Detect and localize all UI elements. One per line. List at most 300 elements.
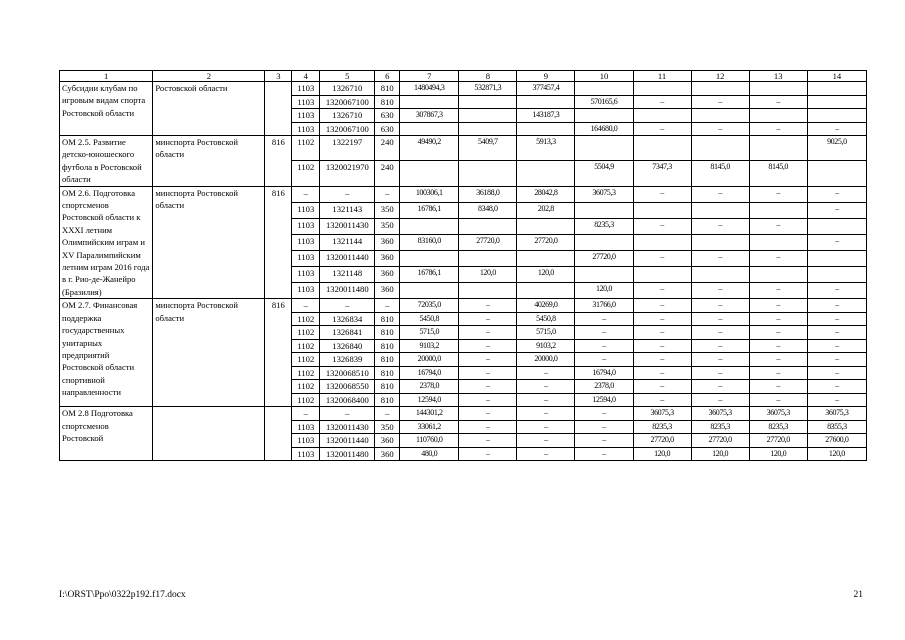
column-number-4: 4 <box>292 71 320 82</box>
rzpr-code: – <box>292 186 320 202</box>
csr-code: 1326840 <box>320 339 375 353</box>
year-2015: – <box>517 420 575 434</box>
measure-name: ОМ 2.8 Подготовка спортсменов Ростовской <box>60 407 153 461</box>
column-number-1: 1 <box>60 71 153 82</box>
year-2018: – <box>691 122 749 136</box>
year-2018: 120,0 <box>691 447 749 461</box>
measure-name: ОМ 2.7. Финансовая поддержка государственных унитарных предприятий Ростовской области спортивной направленности <box>60 299 153 407</box>
year-2020: – <box>807 380 866 394</box>
year-2016: – <box>575 339 633 353</box>
year-2016: 8235,3 <box>575 218 633 234</box>
year-2020 <box>807 161 866 186</box>
rzpr-code: 1102 <box>292 161 320 186</box>
measure-name: ОМ 2.5. Развитие детско-юношеского футбола в Ростовской области <box>60 136 153 187</box>
year-2016 <box>575 234 633 250</box>
rzpr-code: – <box>292 299 320 313</box>
total-value <box>400 161 459 186</box>
year-2016: 120,0 <box>575 283 633 299</box>
year-2015: – <box>517 434 575 448</box>
year-2020: 8355,3 <box>807 420 866 434</box>
year-2017: – <box>633 251 691 267</box>
total-value: 33061,2 <box>400 420 459 434</box>
year-2015: – <box>517 407 575 421</box>
year-2020 <box>807 95 866 109</box>
total-value: 144301,2 <box>400 407 459 421</box>
grbs-code <box>265 407 292 461</box>
grbs-code: 816 <box>265 186 292 299</box>
vr-code: – <box>375 186 400 202</box>
rzpr-code: 1103 <box>292 82 320 96</box>
year-2016: 164680,0 <box>575 122 633 136</box>
year-2014: 8348,0 <box>459 202 517 218</box>
year-2020: – <box>807 299 866 313</box>
year-2017: – <box>633 312 691 326</box>
year-2015 <box>517 283 575 299</box>
year-2018: – <box>691 299 749 313</box>
csr-code: – <box>320 407 375 421</box>
year-2017: 7347,3 <box>633 161 691 186</box>
vr-code: 360 <box>375 283 400 299</box>
rzpr-code: 1102 <box>292 353 320 367</box>
year-2019: – <box>749 339 807 353</box>
year-2016: – <box>575 420 633 434</box>
vr-code: 240 <box>375 161 400 186</box>
rzpr-code: 1103 <box>292 122 320 136</box>
total-value: 83160,0 <box>400 234 459 250</box>
year-2017: – <box>633 299 691 313</box>
year-2020: – <box>807 393 866 407</box>
year-2019 <box>749 82 807 96</box>
year-2017: – <box>633 353 691 367</box>
total-value <box>400 251 459 267</box>
total-value: 110760,0 <box>400 434 459 448</box>
page-number: 21 <box>853 590 863 600</box>
year-2020: 36075,3 <box>807 407 866 421</box>
column-number-9: 9 <box>517 71 575 82</box>
year-2014: 36188,0 <box>459 186 517 202</box>
csr-code: 1322197 <box>320 136 375 161</box>
year-2016: – <box>575 447 633 461</box>
year-2016: – <box>575 312 633 326</box>
year-2015: 20000,0 <box>517 353 575 367</box>
total-value: 5715,0 <box>400 326 459 340</box>
rzpr-code: 1103 <box>292 95 320 109</box>
year-2018: – <box>691 218 749 234</box>
year-2020 <box>807 109 866 123</box>
vr-code: 810 <box>375 312 400 326</box>
year-2018: – <box>691 393 749 407</box>
year-2014 <box>459 109 517 123</box>
year-2017: – <box>633 218 691 234</box>
year-2019: – <box>749 122 807 136</box>
year-2015: 5715,0 <box>517 326 575 340</box>
total-value: 9103,2 <box>400 339 459 353</box>
year-2019: 8145,0 <box>749 161 807 186</box>
column-number-11: 11 <box>633 71 691 82</box>
vr-code: 810 <box>375 353 400 367</box>
year-2015: 143187,3 <box>517 109 575 123</box>
year-2018: – <box>691 366 749 380</box>
year-2015 <box>517 95 575 109</box>
vr-code: 350 <box>375 420 400 434</box>
column-number-7: 7 <box>400 71 459 82</box>
year-2018: – <box>691 283 749 299</box>
total-value <box>400 283 459 299</box>
year-2019 <box>749 202 807 218</box>
year-2015: 120,0 <box>517 267 575 283</box>
rzpr-code: 1103 <box>292 202 320 218</box>
year-2017 <box>633 82 691 96</box>
year-2014: – <box>459 339 517 353</box>
year-2019 <box>749 234 807 250</box>
rzpr-code: 1102 <box>292 326 320 340</box>
vr-code: 810 <box>375 82 400 96</box>
year-2020: – <box>807 122 866 136</box>
csr-code: 1320068550 <box>320 380 375 394</box>
year-2019 <box>749 136 807 161</box>
rzpr-code: 1103 <box>292 251 320 267</box>
year-2019: 120,0 <box>749 447 807 461</box>
year-2014 <box>459 283 517 299</box>
total-value: 307867,3 <box>400 109 459 123</box>
year-2019: – <box>749 186 807 202</box>
year-2017 <box>633 234 691 250</box>
total-value <box>400 122 459 136</box>
year-2017 <box>633 136 691 161</box>
year-2019: 8235,3 <box>749 420 807 434</box>
year-2014 <box>459 218 517 234</box>
year-2020: – <box>807 366 866 380</box>
rzpr-code: 1103 <box>292 447 320 461</box>
year-2018 <box>691 109 749 123</box>
csr-code: 1326710 <box>320 82 375 96</box>
total-value: 16786,1 <box>400 267 459 283</box>
year-2014: – <box>459 380 517 394</box>
year-2020 <box>807 267 866 283</box>
year-2018: – <box>691 312 749 326</box>
year-2020: – <box>807 312 866 326</box>
year-2019: – <box>749 326 807 340</box>
year-2018: 36075,3 <box>691 407 749 421</box>
year-2016: 27720,0 <box>575 251 633 267</box>
year-2017 <box>633 202 691 218</box>
year-2015 <box>517 251 575 267</box>
vr-code: 360 <box>375 434 400 448</box>
rzpr-code: 1103 <box>292 420 320 434</box>
vr-code: 810 <box>375 366 400 380</box>
vr-code: 630 <box>375 109 400 123</box>
year-2017: – <box>633 393 691 407</box>
rzpr-code: 1102 <box>292 393 320 407</box>
responsible-executor: минспорта Ростовской области <box>153 299 265 407</box>
year-2016 <box>575 136 633 161</box>
year-2020 <box>807 251 866 267</box>
year-2017: 8235,3 <box>633 420 691 434</box>
year-2020: – <box>807 353 866 367</box>
csr-code: 1320011440 <box>320 434 375 448</box>
year-2016 <box>575 267 633 283</box>
year-2015: 5913,3 <box>517 136 575 161</box>
year-2019 <box>749 267 807 283</box>
table-row <box>60 407 867 421</box>
year-2014: – <box>459 407 517 421</box>
csr-code: 1320011430 <box>320 420 375 434</box>
csr-code: 1320011480 <box>320 447 375 461</box>
year-2019: – <box>749 283 807 299</box>
responsible-executor: Ростовской области <box>153 82 265 136</box>
year-2015: 5450,8 <box>517 312 575 326</box>
year-2020: – <box>807 283 866 299</box>
year-2015 <box>517 218 575 234</box>
year-2014: – <box>459 312 517 326</box>
year-2017: – <box>633 366 691 380</box>
rzpr-code: 1103 <box>292 283 320 299</box>
csr-code: 1326841 <box>320 326 375 340</box>
vr-code: 810 <box>375 326 400 340</box>
year-2016: – <box>575 407 633 421</box>
responsible-executor <box>153 407 265 461</box>
grbs-code: 816 <box>265 299 292 407</box>
year-2016 <box>575 109 633 123</box>
year-2020: – <box>807 326 866 340</box>
year-2015: – <box>517 447 575 461</box>
year-2014: 120,0 <box>459 267 517 283</box>
year-2014: – <box>459 366 517 380</box>
rzpr-code: 1103 <box>292 218 320 234</box>
year-2014 <box>459 251 517 267</box>
year-2014 <box>459 161 517 186</box>
csr-code: 1320021970 <box>320 161 375 186</box>
year-2018: – <box>691 380 749 394</box>
csr-code: 1326839 <box>320 353 375 367</box>
table-row <box>60 82 867 96</box>
year-2016: – <box>575 353 633 367</box>
vr-code: 350 <box>375 218 400 234</box>
csr-code: 1320067100 <box>320 122 375 136</box>
year-2020 <box>807 218 866 234</box>
csr-code: 1320011440 <box>320 251 375 267</box>
year-2014: – <box>459 393 517 407</box>
year-2014: 532871,3 <box>459 82 517 96</box>
year-2019: – <box>749 251 807 267</box>
year-2017: 120,0 <box>633 447 691 461</box>
vr-code: 810 <box>375 95 400 109</box>
year-2016: 5504,9 <box>575 161 633 186</box>
table-row <box>60 299 867 313</box>
total-value <box>400 218 459 234</box>
column-number-13: 13 <box>749 71 807 82</box>
column-number-10: 10 <box>575 71 633 82</box>
total-value: 2378,0 <box>400 380 459 394</box>
vr-code: 360 <box>375 251 400 267</box>
vr-code: 630 <box>375 122 400 136</box>
csr-code: 1320011430 <box>320 218 375 234</box>
vr-code: 240 <box>375 136 400 161</box>
vr-code: 360 <box>375 234 400 250</box>
year-2020: – <box>807 234 866 250</box>
year-2017: 36075,3 <box>633 407 691 421</box>
total-value: 16786,1 <box>400 202 459 218</box>
vr-code: 360 <box>375 447 400 461</box>
year-2020: 9025,0 <box>807 136 866 161</box>
table-row <box>60 136 867 161</box>
year-2015 <box>517 161 575 186</box>
rzpr-code: 1102 <box>292 136 320 161</box>
year-2019: – <box>749 312 807 326</box>
responsible-executor: минспорта Ростовской области <box>153 186 265 299</box>
csr-code: 1321148 <box>320 267 375 283</box>
year-2014: – <box>459 447 517 461</box>
year-2017: – <box>633 95 691 109</box>
column-number-3: 3 <box>265 71 292 82</box>
year-2015: – <box>517 366 575 380</box>
csr-code: 1320068400 <box>320 393 375 407</box>
csr-code: 1326710 <box>320 109 375 123</box>
year-2018: – <box>691 95 749 109</box>
year-2015 <box>517 122 575 136</box>
year-2016: – <box>575 326 633 340</box>
vr-code: 360 <box>375 267 400 283</box>
measure-name: ОМ 2.6. Подготовка спортсменов Ростовской области к XXXI летним Олимпийским играм и XV Паралимпийским летним играм 2016 года в г. Рио-де-Жанейро (Бразилия) <box>60 186 153 299</box>
column-number-5: 5 <box>320 71 375 82</box>
year-2014: – <box>459 420 517 434</box>
year-2020: 120,0 <box>807 447 866 461</box>
year-2016: 16794,0 <box>575 366 633 380</box>
total-value: 1480494,3 <box>400 82 459 96</box>
year-2017: 27720,0 <box>633 434 691 448</box>
year-2017 <box>633 267 691 283</box>
vr-code: – <box>375 299 400 313</box>
year-2015: – <box>517 393 575 407</box>
footer-file-path: I:\ORST\Ppo\0322p192.f17.docx <box>59 590 186 600</box>
total-value: 12594,0 <box>400 393 459 407</box>
year-2018: – <box>691 186 749 202</box>
column-number-8: 8 <box>459 71 517 82</box>
year-2020: 27600,0 <box>807 434 866 448</box>
total-value: 72035,0 <box>400 299 459 313</box>
rzpr-code: 1102 <box>292 312 320 326</box>
vr-code: 810 <box>375 380 400 394</box>
year-2015: 27720,0 <box>517 234 575 250</box>
year-2018: – <box>691 251 749 267</box>
year-2019 <box>749 109 807 123</box>
year-2017: – <box>633 339 691 353</box>
total-value <box>400 95 459 109</box>
responsible-executor: минспорта Ростовской области <box>153 136 265 187</box>
csr-code: 1321143 <box>320 202 375 218</box>
csr-code: 1320067100 <box>320 95 375 109</box>
year-2018: 8145,0 <box>691 161 749 186</box>
year-2016 <box>575 82 633 96</box>
year-2019: – <box>749 299 807 313</box>
year-2018: – <box>691 353 749 367</box>
year-2018: – <box>691 339 749 353</box>
year-2015: 40269,0 <box>517 299 575 313</box>
measure-name: Субсидии клубам по игровым видам спорта Ростовской области <box>60 82 153 136</box>
year-2014 <box>459 122 517 136</box>
year-2019: 27720,0 <box>749 434 807 448</box>
rzpr-code: – <box>292 407 320 421</box>
total-value: 20000,0 <box>400 353 459 367</box>
csr-code: 1320068510 <box>320 366 375 380</box>
year-2017: – <box>633 122 691 136</box>
year-2020: – <box>807 186 866 202</box>
year-2019: – <box>749 218 807 234</box>
year-2015: 377457,4 <box>517 82 575 96</box>
rzpr-code: 1103 <box>292 267 320 283</box>
year-2015: – <box>517 380 575 394</box>
grbs-code <box>265 82 292 136</box>
year-2018 <box>691 136 749 161</box>
column-number-14: 14 <box>807 71 866 82</box>
rzpr-code: 1102 <box>292 366 320 380</box>
csr-code: 1326834 <box>320 312 375 326</box>
year-2018: 8235,3 <box>691 420 749 434</box>
column-number-6: 6 <box>375 71 400 82</box>
year-2016: 570165,6 <box>575 95 633 109</box>
year-2016: 31766,0 <box>575 299 633 313</box>
year-2015: 28042,8 <box>517 186 575 202</box>
rzpr-code: 1103 <box>292 109 320 123</box>
rzpr-code: 1103 <box>292 234 320 250</box>
year-2018: – <box>691 326 749 340</box>
year-2017: – <box>633 283 691 299</box>
year-2019: – <box>749 393 807 407</box>
year-2019: – <box>749 380 807 394</box>
year-2018 <box>691 267 749 283</box>
year-2014: 27720,0 <box>459 234 517 250</box>
total-value: 49490,2 <box>400 136 459 161</box>
year-2018 <box>691 234 749 250</box>
year-2015: 9103,2 <box>517 339 575 353</box>
year-2016: 12594,0 <box>575 393 633 407</box>
year-2016: – <box>575 434 633 448</box>
vr-code: 350 <box>375 202 400 218</box>
total-value: 480,0 <box>400 447 459 461</box>
total-value: 16794,0 <box>400 366 459 380</box>
csr-code: 1321144 <box>320 234 375 250</box>
year-2014 <box>459 95 517 109</box>
year-2014: – <box>459 353 517 367</box>
year-2018 <box>691 202 749 218</box>
year-2019: 36075,3 <box>749 407 807 421</box>
year-2014: – <box>459 434 517 448</box>
year-2020: – <box>807 202 866 218</box>
year-2019: – <box>749 353 807 367</box>
year-2018: 27720,0 <box>691 434 749 448</box>
total-value: 5450,8 <box>400 312 459 326</box>
vr-code: 810 <box>375 393 400 407</box>
csr-code: – <box>320 299 375 313</box>
column-number-2: 2 <box>153 71 265 82</box>
year-2014: 5409,7 <box>459 136 517 161</box>
year-2017: – <box>633 380 691 394</box>
header-row <box>60 71 867 82</box>
year-2017 <box>633 109 691 123</box>
year-2020 <box>807 82 866 96</box>
table-row <box>60 186 867 202</box>
year-2016: 2378,0 <box>575 380 633 394</box>
rzpr-code: 1103 <box>292 434 320 448</box>
year-2017: – <box>633 186 691 202</box>
vr-code: 810 <box>375 339 400 353</box>
rzpr-code: 1102 <box>292 339 320 353</box>
year-2019: – <box>749 95 807 109</box>
year-2015: 202,8 <box>517 202 575 218</box>
total-value: 100306,1 <box>400 186 459 202</box>
year-2020: – <box>807 339 866 353</box>
year-2017: – <box>633 326 691 340</box>
